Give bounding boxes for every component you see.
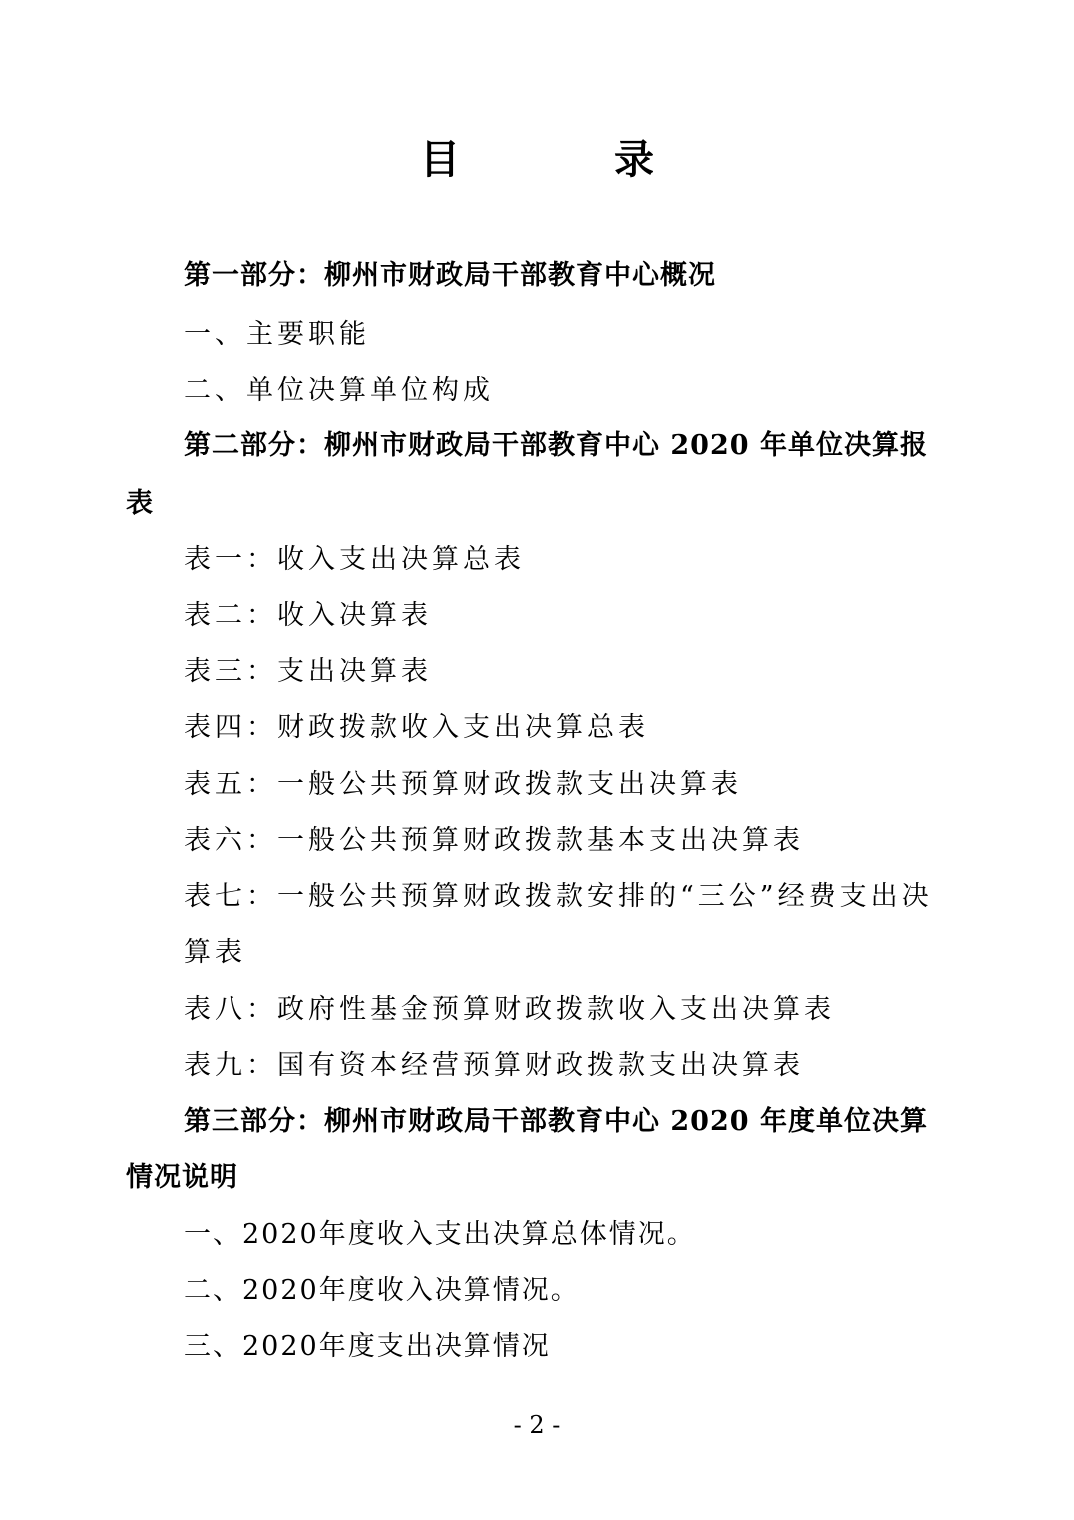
part3-item: 二、2020年度收入决算情况。 bbox=[184, 1275, 580, 1306]
part2-item: 表九：国有资本经营预算财政拨款支出决算表 bbox=[184, 1050, 804, 1081]
part2-item: 表七：一般公共预算财政拨款安排的“三公”经费支出决 bbox=[184, 881, 933, 912]
part2-item: 表六：一般公共预算财政拨款基本支出决算表 bbox=[184, 825, 804, 856]
part1-item: 一、主要职能 bbox=[184, 319, 370, 350]
part1-heading: 第一部分：柳州市财政局干部教育中心概况 bbox=[184, 260, 716, 291]
part2-item: 表三：支出决算表 bbox=[184, 656, 432, 687]
part2-item: 表四：财政拨款收入支出决算总表 bbox=[184, 712, 649, 743]
part1-item: 二、单位决算单位构成 bbox=[184, 375, 494, 406]
part3-item: 一、2020年度收入支出决算总体情况。 bbox=[184, 1219, 696, 1250]
part3-heading-continued: 情况说明 bbox=[126, 1162, 238, 1193]
part2-item: 表五：一般公共预算财政拨款支出决算表 bbox=[184, 769, 742, 800]
page-title: 目 录 bbox=[420, 136, 724, 183]
part2-item: 表二：收入决算表 bbox=[184, 600, 432, 631]
part2-heading: 第二部分：柳州市财政局干部教育中心 2020 年单位决算报 bbox=[184, 430, 928, 461]
part2-heading-continued: 表 bbox=[126, 488, 154, 519]
part2-item-continued: 算表 bbox=[184, 937, 246, 968]
page-number: - 2 - bbox=[513, 1411, 561, 1439]
part2-item: 表八：政府性基金预算财政拨款收入支出决算表 bbox=[184, 994, 835, 1025]
part3-item: 三、2020年度支出决算情况 bbox=[184, 1331, 551, 1362]
part3-heading: 第三部分：柳州市财政局干部教育中心 2020 年度单位决算 bbox=[184, 1106, 928, 1137]
part2-item: 表一：收入支出决算总表 bbox=[184, 544, 525, 575]
